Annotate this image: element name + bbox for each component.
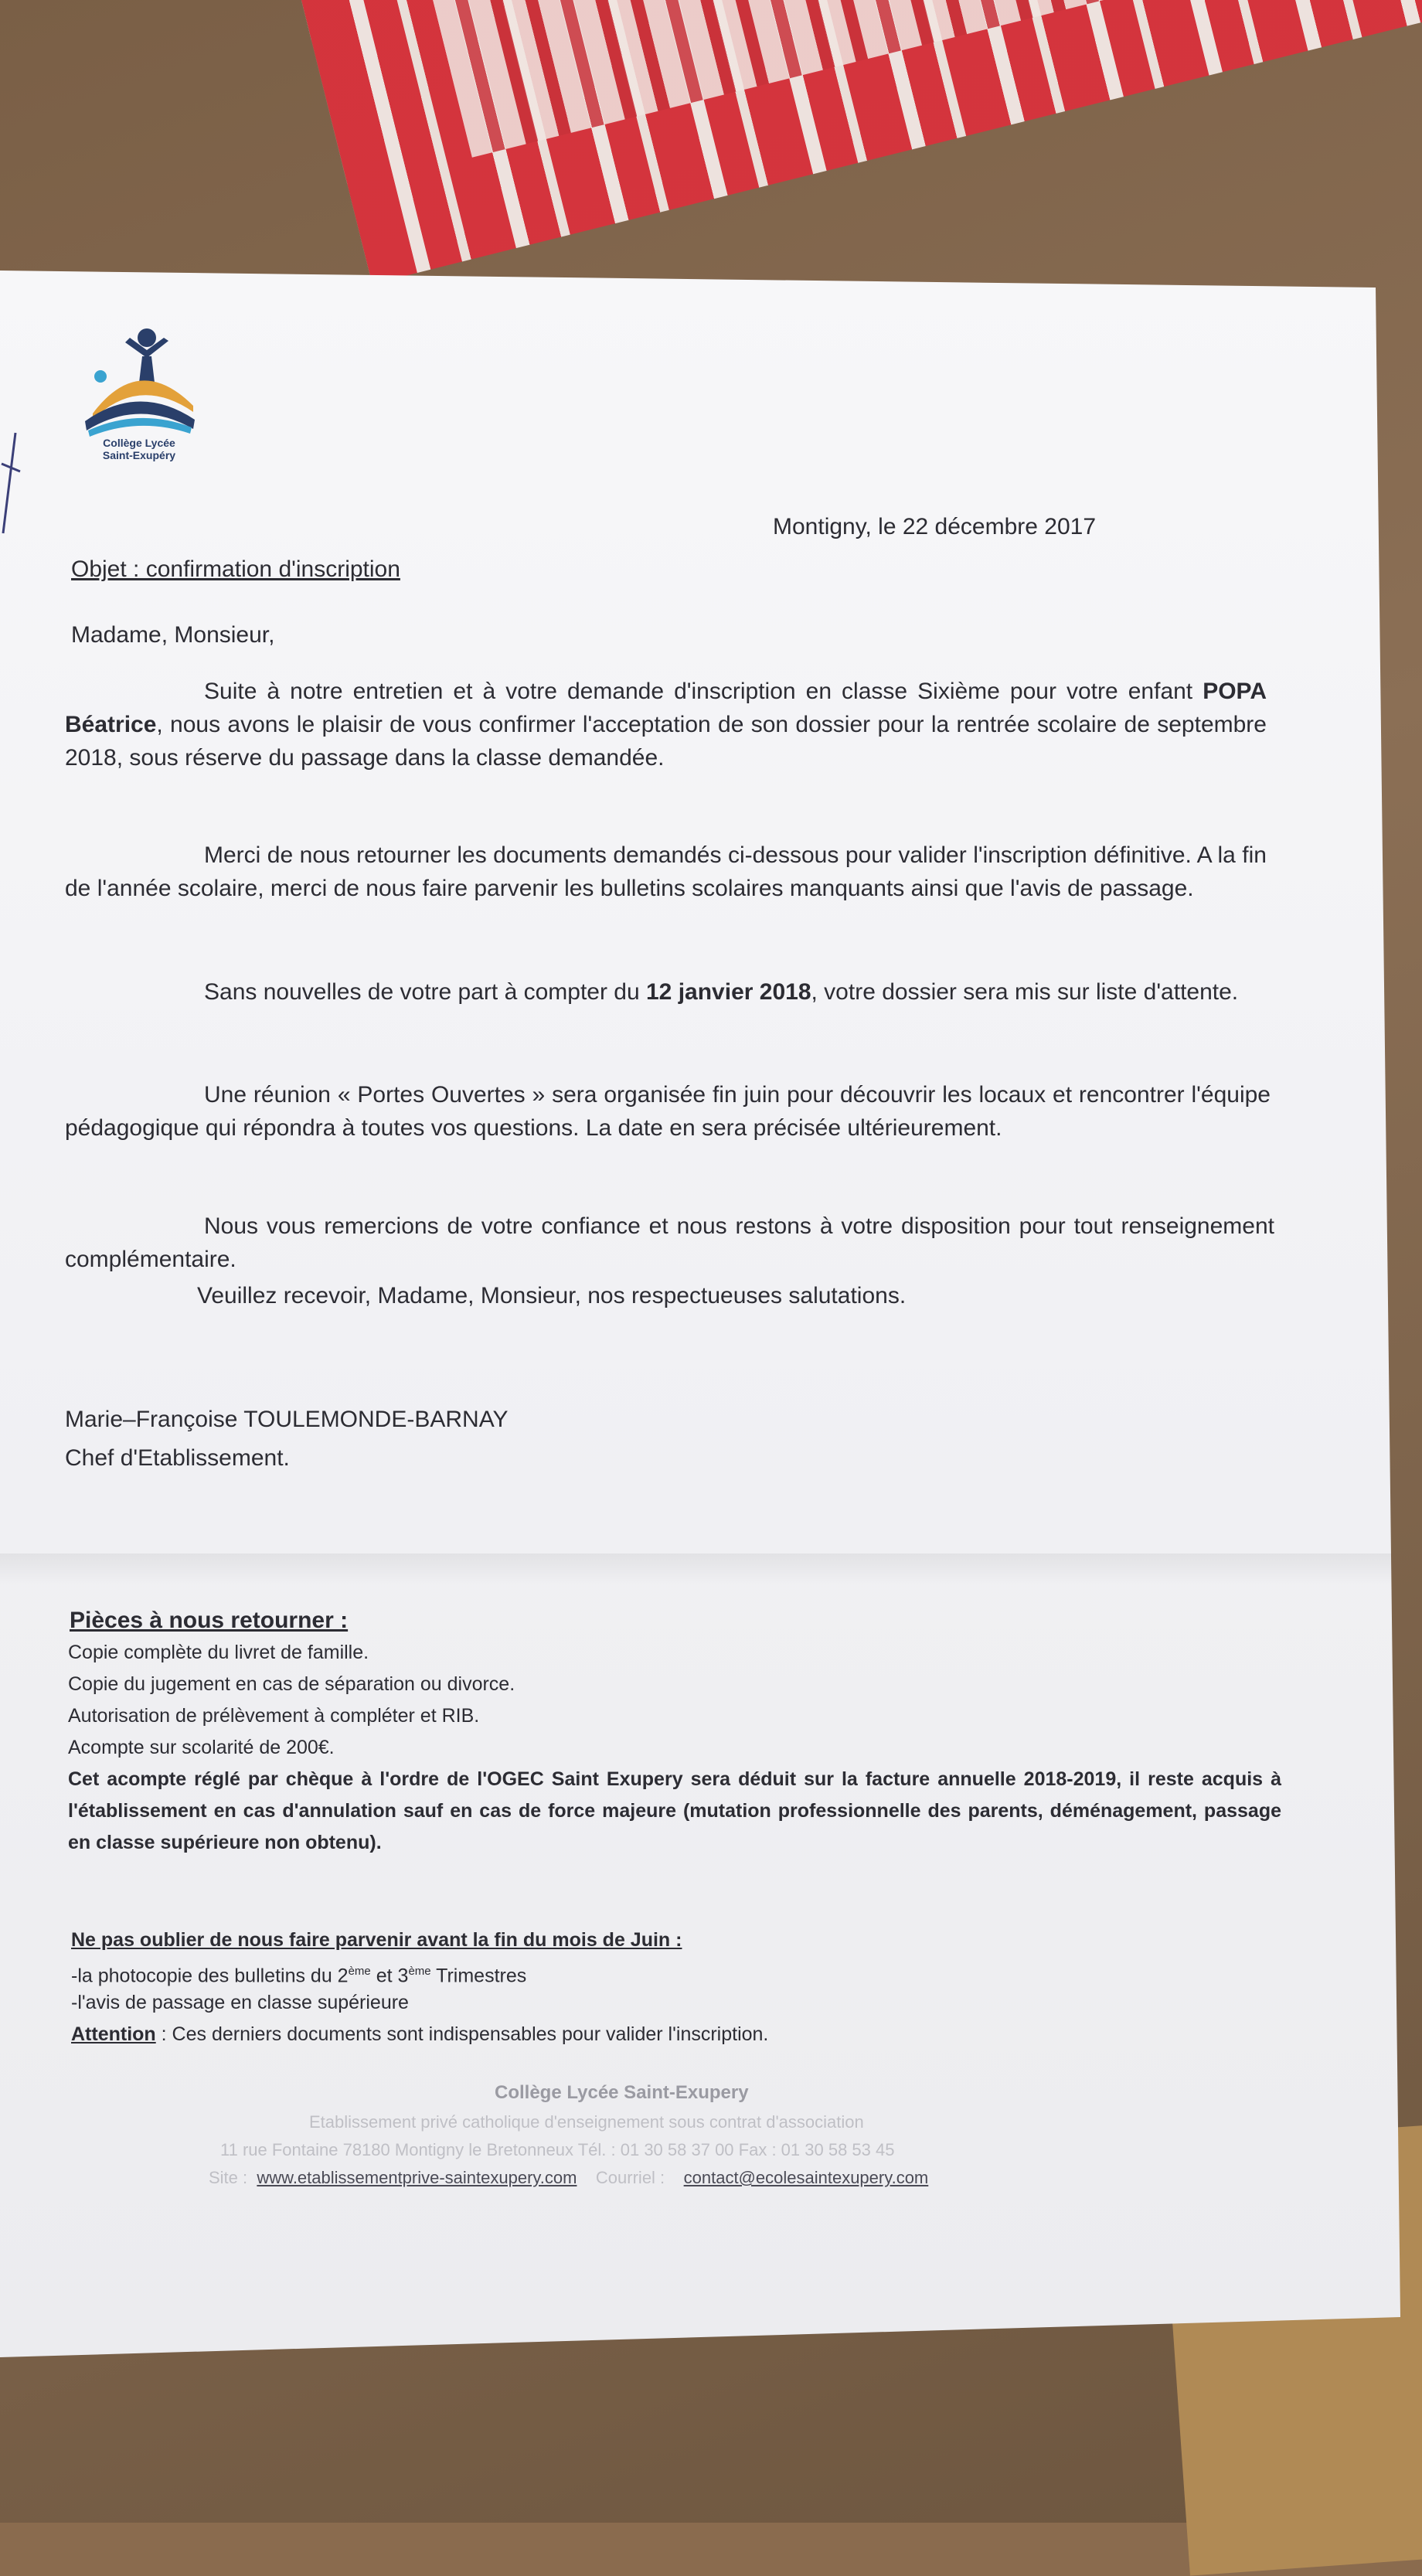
paragraph-4: Une réunion « Portes Ouvertes » sera organisée fin juin pour découvrir les locaux et rencontrer l'équipe pédagogique qui répondra à toutes vos questions. La date en sera précisée ultérieurement. [65, 1082, 1271, 1141]
paragraph-2: Merci de nous retourner les documents demandés ci-dessous pour valider l'inscription définitive. A la fin de l'année scolaire, merci de nous faire parvenir les bulletins scolaires manquants ainsi que l'avis de passage. [65, 842, 1267, 901]
signer-name: Marie–Françoise TOULEMONDE-BARNAY [65, 1407, 509, 1432]
logo-line2: Saint-Exupéry [102, 449, 176, 461]
school-logo [77, 321, 201, 475]
reminder-item-1-mid: et 3 [370, 1965, 409, 1987]
reminder-heading: Ne pas oublier de nous faire parvenir avant la fin du mois de Juin : [71, 1929, 682, 1951]
logo-emblem-icon [77, 321, 201, 437]
deposit-note: Cet acompte réglé par chèque à l'ordre de l'OGEC Saint Exupery sera déduit sur la facture annuelle 2018-2019, il reste acquis à l'établissement en cas d'annulation sauf en cas de force majeure (mutation professionnelle des parents, déménagement, passage en classe supérieure non obtenu). [68, 1768, 1281, 1853]
attention-text: : Ces derniers documents sont indispensables pour valider l'inscription. [155, 2023, 769, 2045]
superscript: ème [408, 1965, 431, 1978]
reminder-item-2: -l'avis de passage en classe supérieure [71, 1992, 409, 2013]
footer-email-link[interactable]: contact@ecolesaintexupery.com [683, 2168, 929, 2187]
student-name: POPA Béatrice [65, 679, 1267, 737]
footer-website-link[interactable]: www.etablissementprive-saintexupery.com [257, 2168, 577, 2187]
footer-line-2: 11 rue Fontaine 78180 Montigny le Bretonneux Tél. : 01 30 58 37 00 Fax : 01 30 58 53 45 [220, 2140, 895, 2159]
document-item: Acompte sur scolarité de 200€. [68, 1737, 335, 1758]
logo-line1: Collège Lycée [103, 437, 175, 449]
footer-school-name: Collège Lycée Saint-Exupery [495, 2082, 749, 2103]
documents-heading: Pièces à nous retourner : [70, 1608, 349, 1633]
letter-date: Montigny, le 22 décembre 2017 [773, 514, 1097, 539]
footer-mail-label: Courriel : [595, 2168, 665, 2187]
document-item: Copie complète du livret de famille. [68, 1642, 369, 1663]
p3-text-a: Sans nouvelles de votre part à compter du [204, 979, 646, 1005]
p3-text-b: , votre dossier sera mis sur liste d'attente. [811, 979, 1239, 1005]
paragraph-5: Nous vous remercions de votre confiance et nous restons à votre disposition pour tout renseignement complémentaire. [65, 1213, 1274, 1272]
footer-line-3 [209, 2164, 928, 2192]
reminder-item-1-a: -la photocopie des bulletins du 2 [71, 1965, 349, 1987]
paragraph-1 [65, 675, 1267, 774]
deadline-date: 12 janvier 2018 [646, 979, 811, 1005]
reminder-item-1-b: Trimestres [430, 1965, 527, 1987]
letter-salutation: Madame, Monsieur, [71, 622, 275, 648]
footer-web-label: Site : [209, 2168, 248, 2187]
footer-line-1: Etablissement privé catholique d'enseignement sous contrat d'association [309, 2112, 864, 2132]
letter-closing: Veuillez recevoir, Madame, Monsieur, nos respectueuses salutations. [197, 1283, 907, 1308]
superscript: ème [348, 1965, 371, 1978]
signer-title: Chef d'Etablissement. [65, 1445, 290, 1471]
document-item: Copie du jugement en cas de séparation ou divorce. [68, 1673, 515, 1695]
document-item: Autorisation de prélèvement à compléter et RIB. [68, 1705, 480, 1727]
paper-fold [0, 1553, 1400, 1584]
ink-mark [0, 417, 23, 541]
logo-text [77, 437, 201, 461]
letter-object: Objet : confirmation d'inscription [71, 556, 400, 582]
paragraph-3 [65, 975, 1267, 1009]
p1-text-b: , nous avons le plaisir de vous confirmer l'acceptation de son dossier pour la rentrée scolaire de septembre 2018, sous réserve du passage dans la classe demandée. [65, 712, 1267, 771]
attention-label: Attention [71, 2023, 156, 2045]
attention-line [71, 2019, 768, 2050]
p1-text-a: Suite à notre entretien et à votre demande d'inscription en classe Sixième pour votre enfant [204, 679, 1203, 704]
